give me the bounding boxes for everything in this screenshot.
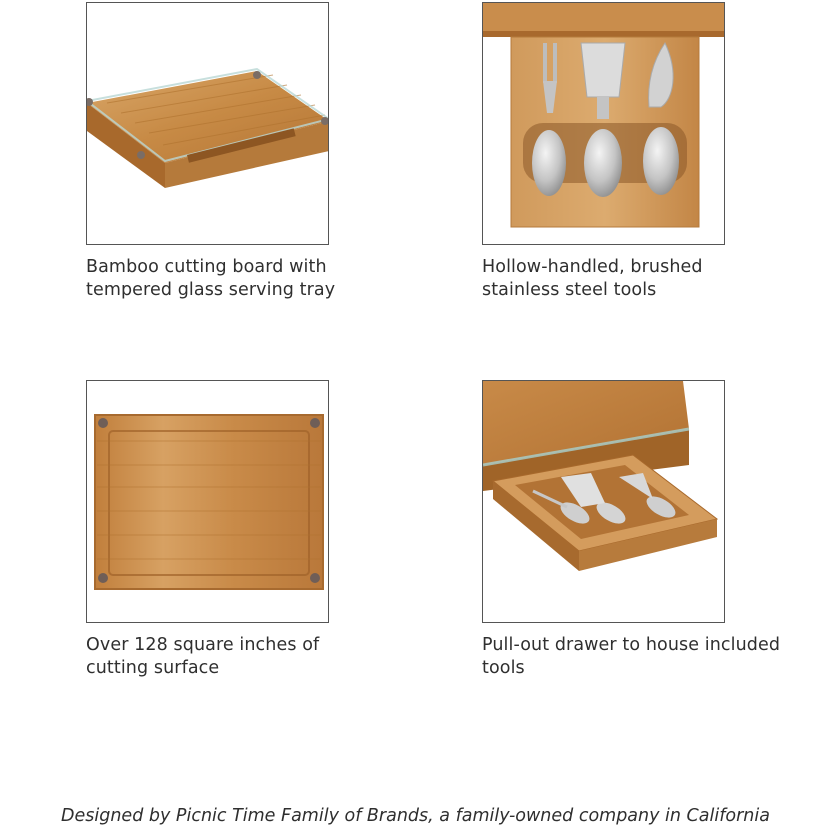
caption-glass-tray	[86, 256, 386, 302]
caption-line: tools	[482, 658, 525, 678]
caption-line: cutting surface	[86, 658, 220, 678]
board-top-illustration	[87, 381, 329, 623]
caption-line: tempered glass serving tray	[86, 280, 336, 300]
caption-drawer	[482, 634, 782, 680]
caption-line: Pull-out drawer to house included	[482, 635, 781, 655]
product-image-glass-tray	[86, 2, 329, 245]
caption-line: stainless steel tools	[482, 280, 657, 300]
product-image-drawer	[482, 380, 725, 623]
drawer-illustration	[483, 381, 725, 623]
product-image-cutting-surface	[86, 380, 329, 623]
product-image-cheese-tools	[482, 2, 725, 245]
brand-footer: Designed by Picnic Time Family of Brands, a family-owned company in California	[61, 806, 770, 826]
caption-line: Over 128 square inches of	[86, 635, 320, 655]
tools-illustration	[483, 3, 725, 245]
caption-cheese-tools	[482, 256, 782, 302]
caption-line: Bamboo cutting board with	[86, 257, 327, 277]
caption-line: Hollow-handled, brushed	[482, 257, 703, 277]
board-angled-illustration	[87, 3, 329, 245]
caption-cutting-surface	[86, 634, 386, 680]
